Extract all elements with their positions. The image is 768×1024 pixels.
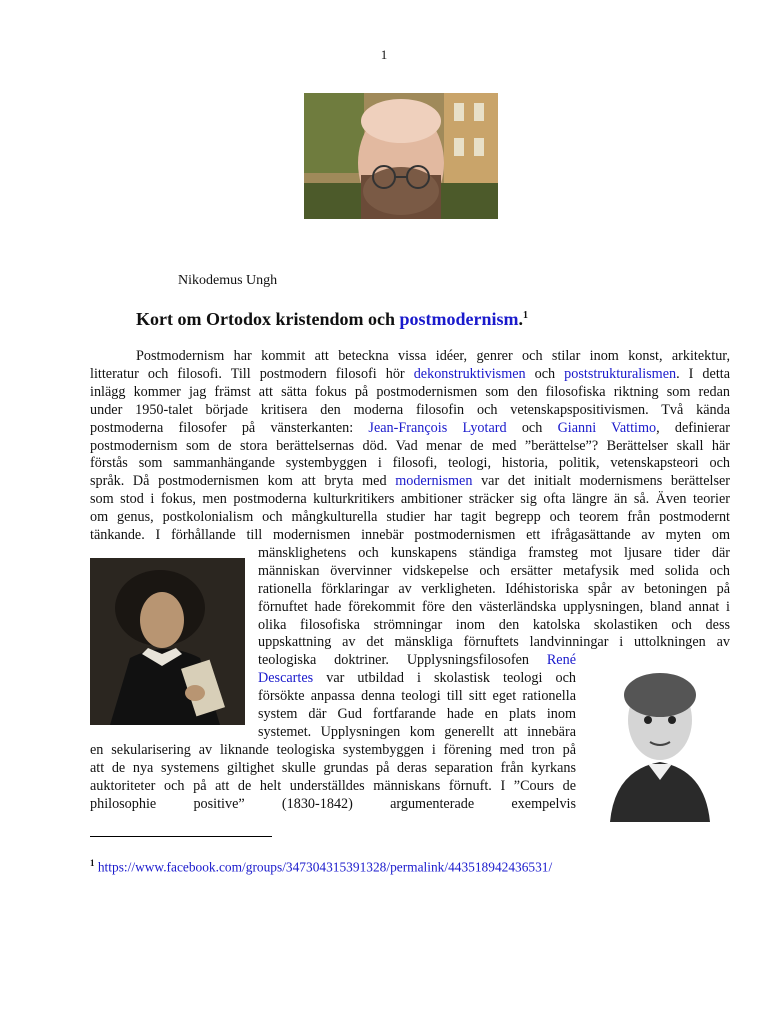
text-line: under 1950-talet började kritisera den moderna filosofin och vetenskapspositivismen. Två kända	[90, 401, 730, 418]
text-line: systemet. Upplysningen kom generellt att innebära	[258, 723, 576, 740]
text-line: auktoriteter och på att de helt underställdes människans förnuft. I ”Cours de	[90, 777, 576, 794]
text-line: Postmodernism har kommit att beteckna vissa idéer, genrer och stilar inom konst, arkitektur,	[136, 348, 730, 364]
text-line: litteratur och filosofi. Till postmodern filosofi hör dekonstruktivismen och poststrukturalismen. I detta	[90, 365, 730, 382]
text-line: postmodernism som de stora berättelsernas död. Vad menar de med ”berättelse”? Berättelser skall här	[90, 437, 730, 454]
descartes-portrait	[90, 558, 245, 725]
title-text: Kort om Ortodox kristendom och	[136, 309, 400, 329]
text-line: teologiska doktriner. Upplysningsfilosofen René	[258, 652, 576, 669]
comte-portrait	[590, 660, 730, 822]
inline-link[interactable]: poststrukturalismen	[564, 365, 677, 382]
text-line: Descartes var utbildad i skolastisk teologi och	[258, 670, 576, 687]
title-link-postmodernism[interactable]: postmodernism	[399, 309, 519, 329]
text-line: tänkande. I förhållande till modernismen innebär postmodernismen ett ifrågasättande av myten om	[90, 527, 730, 543]
author-photo	[304, 93, 498, 219]
text-line: uppskattning av det mänskliga förnuftets landvinningar i uttolkningen av	[258, 634, 730, 651]
inline-link[interactable]: Descartes	[258, 670, 314, 687]
footnote	[90, 858, 552, 875]
text-line: att de nya systemens giltighet skulle grundas på deras separation från kyrkans	[90, 759, 576, 776]
text-line: om genus, postkolonialism och mångkulturella studier har tagit begrepp och teorem från postmodernt	[90, 509, 730, 526]
text-line: rationella förklaringar av verkligheten. Idéhistoriska spår av betoningen på	[258, 580, 730, 597]
inline-link[interactable]: dekonstruktivismen	[413, 365, 526, 382]
document-title	[136, 309, 528, 330]
author-name: Nikodemus Ungh	[178, 273, 278, 288]
inline-link[interactable]: modernismen	[395, 473, 473, 490]
footnote-divider	[90, 836, 272, 837]
inline-link[interactable]: René	[546, 652, 576, 669]
text-line: philosophie positive” (1830-1842) argumenterade exempelvis	[90, 795, 576, 812]
footnote-ref[interactable]: 1	[523, 310, 528, 321]
inline-link[interactable]: Gianni Vattimo	[557, 419, 657, 436]
text-line: förstås som sammanhängande systembyggen i filosofi, teologi, historia, politik, vetenskapsteori och	[90, 455, 730, 472]
footnote-link[interactable]: https://www.facebook.com/groups/347304315391328/permalink/443518942436531/	[97, 859, 553, 875]
text-line: en sekularisering av liknande teologiska systembyggen i förening med tron på	[90, 741, 576, 758]
text-line: som stod i fokus, men postmoderna kulturkritikers ambitioner sträcker sig ofta längre än så. Även teorier	[90, 491, 730, 508]
text-line: system där Gud fortfarande hade en plats inom	[258, 706, 576, 722]
text-line: försökte anpassa denna teologi till sitt eget rationella	[258, 688, 576, 705]
text-line: förnuftet hade förekommit före den västerländska upplysningen, bland annat i	[258, 598, 730, 615]
text-line: människan övervinner vidskepelse och ersätter metafysik med solida och	[258, 562, 730, 579]
inline-link[interactable]: Jean-François Lyotard	[368, 419, 507, 436]
page-number: 1	[380, 47, 388, 62]
text-line: språk. Då postmodernismen kom att bryta med modernismen var det initialt modernismens berättelser	[90, 473, 730, 490]
text-line: postmoderna filosofer på vänsterkanten: Jean-François Lyotard och Gianni Vattimo, definierar	[90, 419, 731, 436]
text-line: olika filosofiska strömningar inom den katolska skolastiken och dess	[258, 616, 730, 633]
title-end: .	[518, 309, 523, 329]
footnote-number: 1	[90, 858, 95, 868]
text-line: mänsklighetens och kunskapens ständiga framsteg mot ljusare tider där	[258, 544, 730, 561]
text-line: inlägg kommer jag främst att sätta fokus på postmodernismen som den filosofiska riktning som redan	[90, 383, 730, 400]
